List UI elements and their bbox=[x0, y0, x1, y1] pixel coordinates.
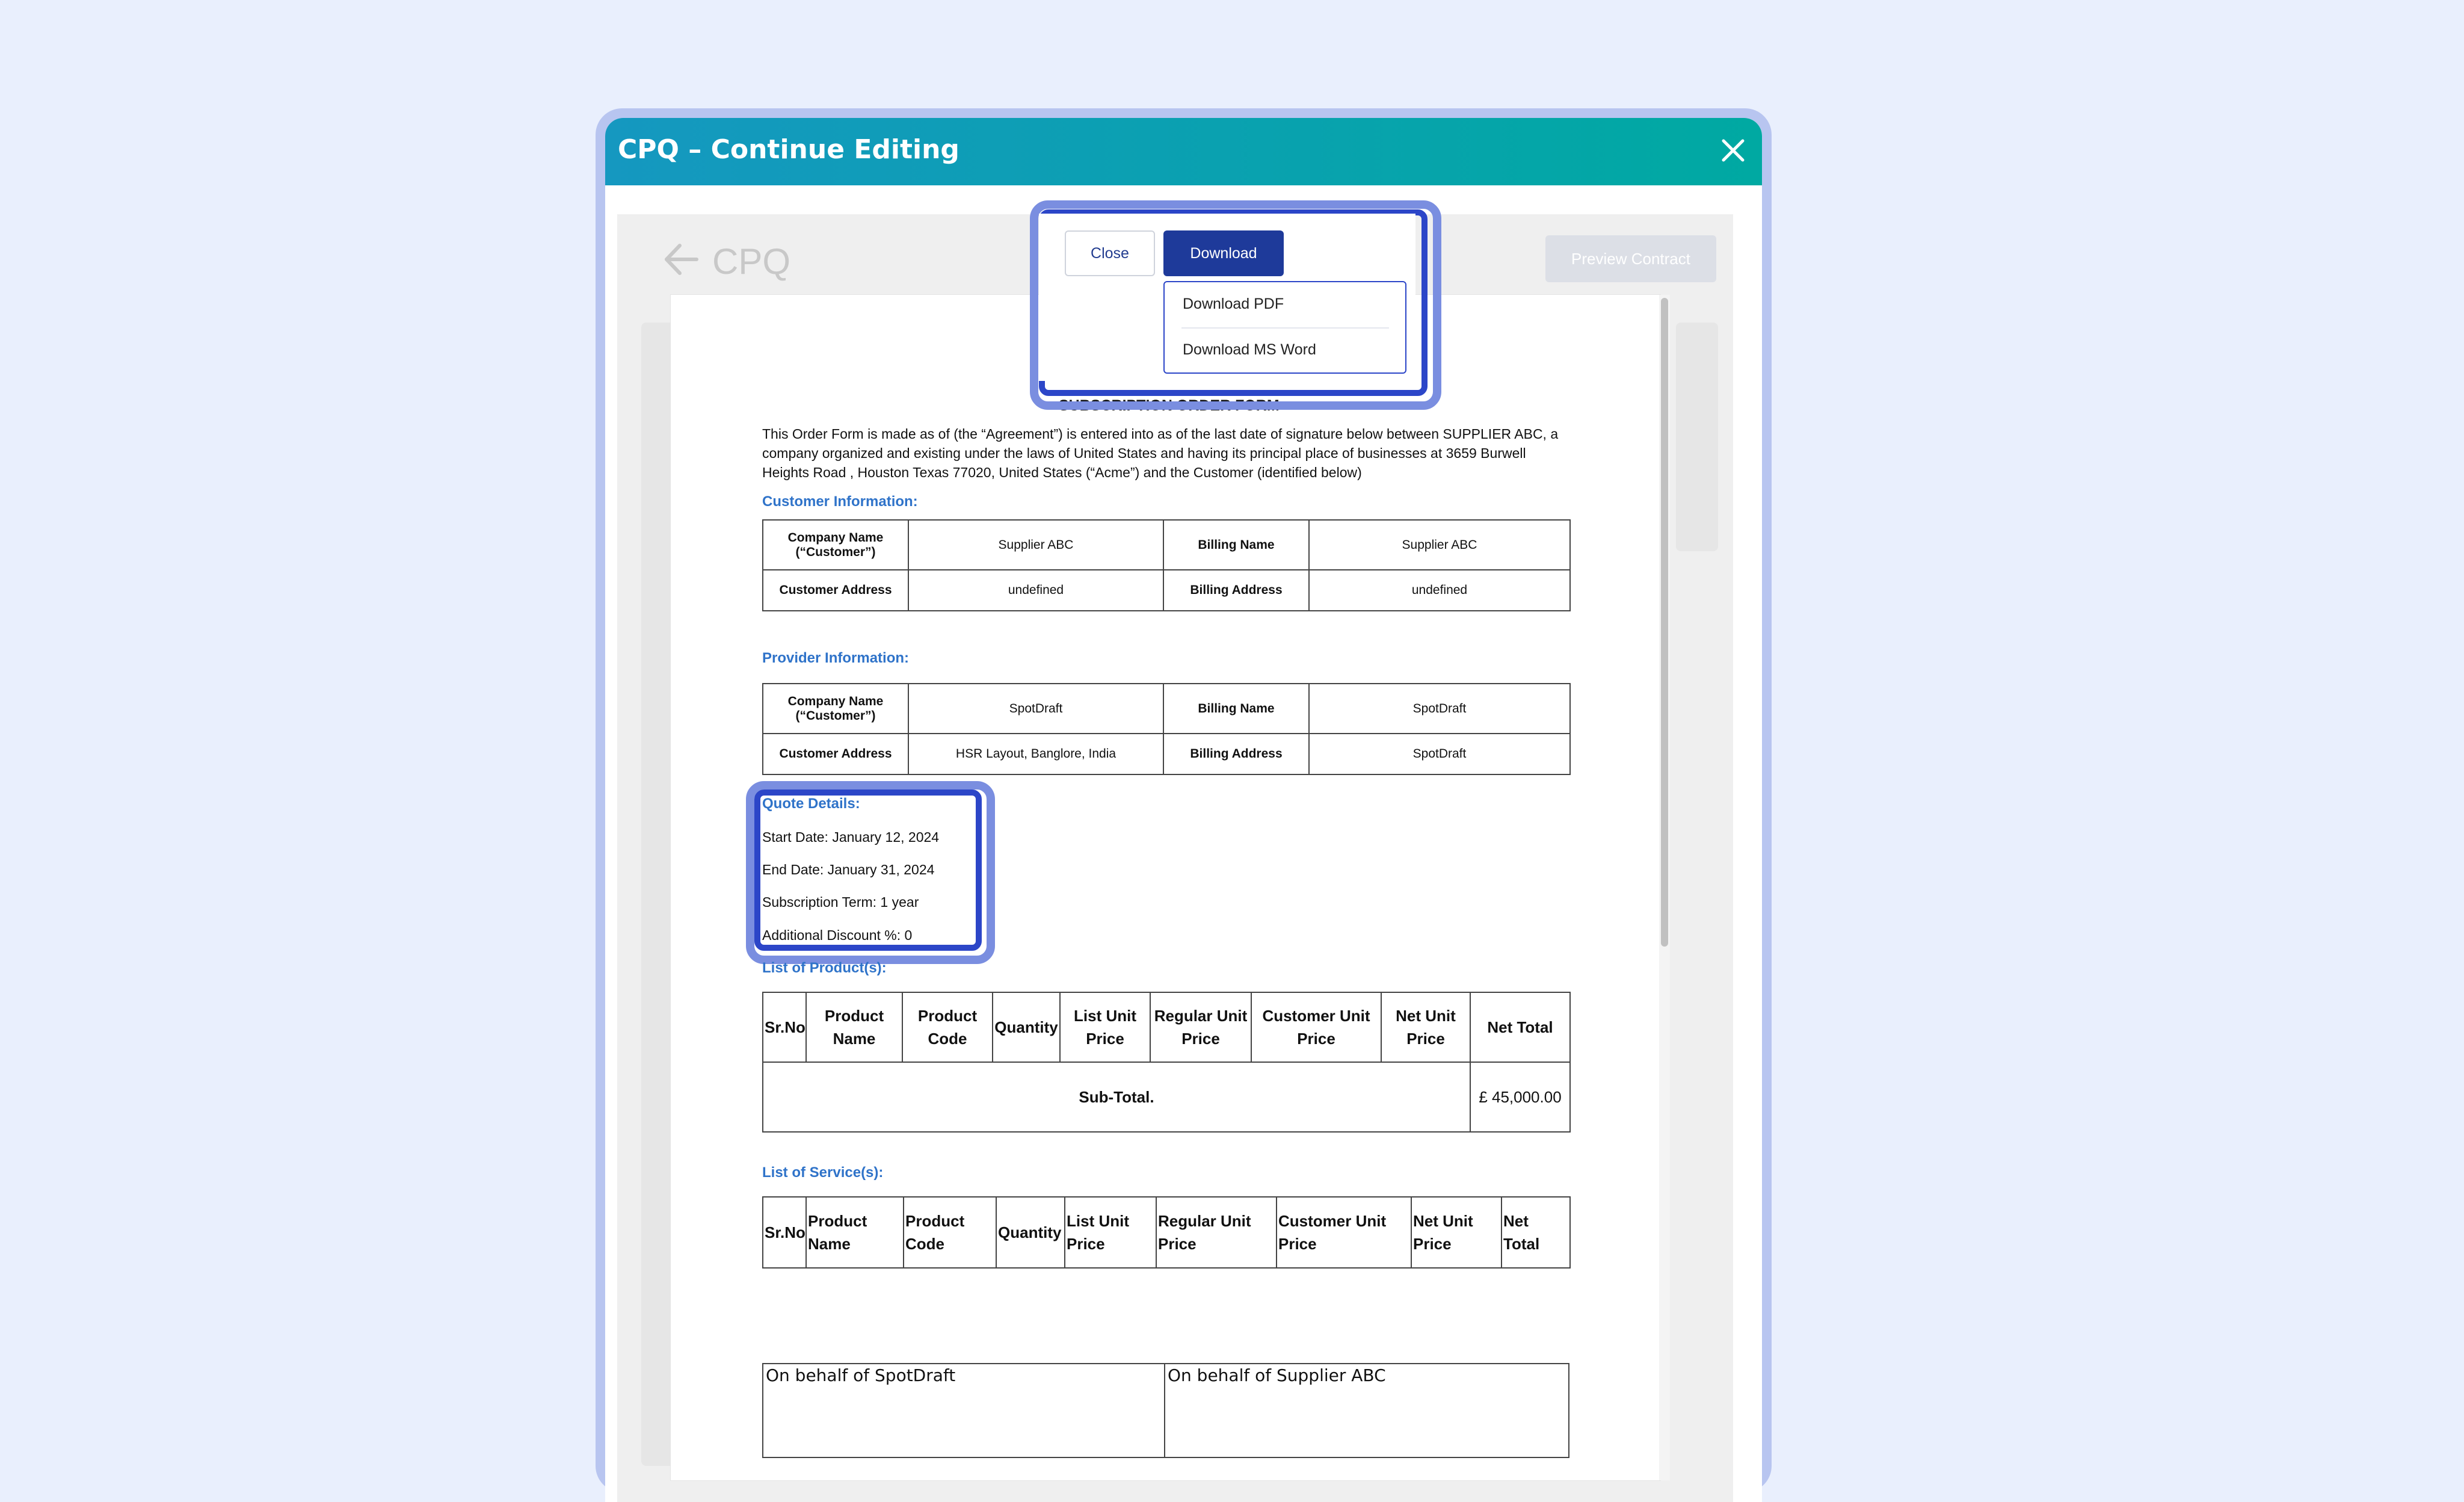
billing-name-value: SpotDraft bbox=[1309, 684, 1570, 734]
column-header: List Unit Price bbox=[1060, 992, 1150, 1062]
close-button[interactable]: Close bbox=[1065, 230, 1155, 276]
scrollbar-thumb[interactable] bbox=[1661, 298, 1668, 947]
quote-details-title: Quote Details: bbox=[762, 796, 860, 812]
billing-address-value: undefined bbox=[1309, 570, 1570, 611]
subtotal-label: Sub-Total. bbox=[763, 1062, 1470, 1132]
column-header: Product Code bbox=[902, 992, 993, 1062]
column-header: Net Total bbox=[1470, 992, 1570, 1062]
column-header: Quantity bbox=[993, 992, 1060, 1062]
signature-table bbox=[762, 1363, 1569, 1458]
quote-end-date: End Date: January 31, 2024 bbox=[762, 862, 935, 877]
column-header: Sr.No bbox=[763, 1197, 806, 1268]
services-title: List of Service(s): bbox=[762, 1164, 884, 1181]
column-header: Regular Unit Price bbox=[1150, 992, 1251, 1062]
modal-titlebar bbox=[605, 118, 1762, 185]
customer-address-value: HSR Layout, Banglore, India bbox=[908, 734, 1163, 774]
document-intro: This Order Form is made as of (the “Agreement”) is entered into as of the last date of signature below between SUPPLIER ABC, a company organized and existing under the laws of United States and having its principal place of businesses at 3659 Burwell Heights Road , Houston Texas 77020, United States (“Acme”) and the Customer (identified below) bbox=[762, 426, 1559, 480]
download-ms-word-item[interactable]: Download MS Word bbox=[1183, 341, 1316, 358]
column-header: Customer Unit Price bbox=[1277, 1197, 1411, 1268]
back-arrow-icon[interactable] bbox=[661, 238, 703, 280]
column-header: Sr.No bbox=[763, 992, 806, 1062]
app-title: CPQ bbox=[712, 241, 791, 282]
column-header: Net Total bbox=[1502, 1197, 1570, 1268]
customer-address-label: Customer Address bbox=[763, 570, 908, 611]
column-header: Net Unit Price bbox=[1411, 1197, 1502, 1268]
products-title: List of Product(s): bbox=[762, 960, 887, 976]
quote-start-date: Start Date: January 12, 2024 bbox=[762, 829, 940, 845]
billing-name-label: Billing Name bbox=[1163, 684, 1309, 734]
column-header: Quantity bbox=[996, 1197, 1065, 1268]
download-button[interactable]: Download bbox=[1163, 230, 1284, 276]
column-header: Regular Unit Price bbox=[1156, 1197, 1277, 1268]
provider-info-title: Provider Information: bbox=[762, 650, 910, 666]
subtotal-value: £ 45,000.00 bbox=[1470, 1062, 1570, 1132]
column-header: Customer Unit Price bbox=[1251, 992, 1381, 1062]
company-name-label: Company Name (“Customer”) bbox=[763, 520, 908, 570]
billing-address-label: Billing Address bbox=[1163, 734, 1309, 774]
customer-info-title: Customer Information: bbox=[762, 493, 918, 510]
customer-address-label: Customer Address bbox=[763, 734, 908, 774]
billing-address-value: SpotDraft bbox=[1309, 734, 1570, 774]
company-name-value: Supplier ABC bbox=[908, 520, 1163, 570]
services-table bbox=[762, 1196, 1571, 1269]
signature-spotdraft: On behalf of SpotDraft bbox=[763, 1364, 1165, 1457]
document-heading: SUBSCRIPTION ORDER FORM bbox=[1059, 397, 1280, 414]
customer-info-table bbox=[762, 519, 1571, 611]
column-header: Product Name bbox=[806, 992, 902, 1062]
quote-additional-discount: Additional Discount %: 0 bbox=[762, 927, 913, 943]
quote-subscription-term: Subscription Term: 1 year bbox=[762, 894, 919, 910]
download-pdf-item[interactable]: Download PDF bbox=[1183, 295, 1284, 312]
close-icon[interactable] bbox=[1715, 132, 1751, 168]
products-table bbox=[762, 992, 1571, 1133]
column-header: Product Name bbox=[806, 1197, 904, 1268]
column-header: Net Unit Price bbox=[1381, 992, 1470, 1062]
column-header: Product Code bbox=[904, 1197, 996, 1268]
column-header: List Unit Price bbox=[1065, 1197, 1156, 1268]
menu-divider bbox=[1181, 327, 1389, 329]
billing-address-label: Billing Address bbox=[1163, 570, 1309, 611]
company-name-value: SpotDraft bbox=[908, 684, 1163, 734]
download-menu bbox=[1163, 281, 1406, 374]
preview-contract-button[interactable]: Preview Contract bbox=[1545, 235, 1716, 282]
quote-details-highlight-inner bbox=[754, 790, 982, 951]
billing-name-label: Billing Name bbox=[1163, 520, 1309, 570]
company-name-label: Company Name (“Customer”) bbox=[763, 684, 908, 734]
billing-name-value: Supplier ABC bbox=[1309, 520, 1570, 570]
provider-info-table bbox=[762, 683, 1571, 775]
modal-title: CPQ – Continue Editing bbox=[618, 134, 959, 165]
customer-address-value: undefined bbox=[908, 570, 1163, 611]
signature-supplier: On behalf of Supplier ABC bbox=[1165, 1364, 1569, 1457]
ghost-panel bbox=[1676, 323, 1718, 551]
